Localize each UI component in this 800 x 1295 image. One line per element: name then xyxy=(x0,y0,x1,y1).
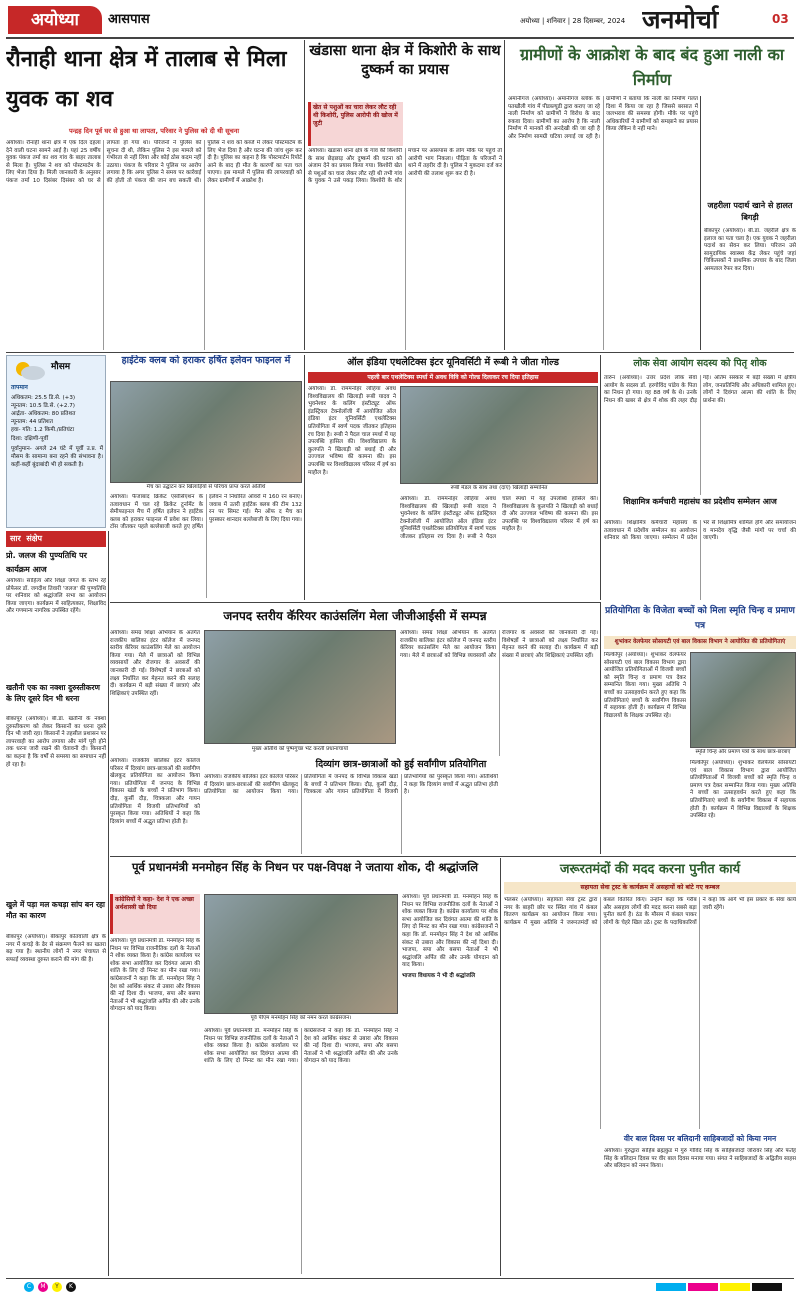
a11-caption: पूर्व पीएम मनमोहन सिंह को नमन करते कांग्रेसजन। xyxy=(250,1015,352,1021)
a11-headline: पूर्व प्रधानमंत्री मनमोहन सिंह के निधन पर पक्ष-विपक्ष ने जताया शोक, दी श्रद्धांजलि xyxy=(132,860,478,874)
a10-body: मिल्कीपुर (अयोध्या)। शुभांकर वेलफेयर सोसायटी एवं बाल विकास विभाग द्वारा आयोजित प्रतियोगिताओं में विजयी बच्चों को स्मृति चिन्ह व प्रमाण पत्र देकर सम्मानित किया गया। मुख्य अतिथि ने बच्चों का उत्साहवर्धन करते हुए कहा कि प्रतियोगिताएं बच्चों के सर्वांगीण विकास में सहायक होती हैं। कार्यक्रम में विभिन्न विद्यालयों के शिक्षक उपस्थित रहे। xyxy=(604,652,686,719)
a3-sub-body: बीकापुर (अयोध्या)। बी.डा. जहरीले क्षेत्र के इलाज का पता चला है। एक युवक ने जहरीला पदार्थ का सेवन कर लिया। परिजन उसे सामुदायिक स्वास्थ्य केंद्र लेकर पहुंचे जहां चिकित्सकों ने प्राथमिक उपचार के बाद जिला अस्पताल रेफर कर दिया। xyxy=(704,228,796,272)
a12-subhead: सहायता सेवा ट्रस्ट के कार्यक्रम में असहायों को बांटे गए कम्बल xyxy=(504,882,796,894)
a5-caption: रूबी मेडल के साथ तथा (दाएं) खिलाड़ी सम्मानित xyxy=(450,485,548,491)
a11-body-left: अयोध्या। पूर्व प्रधानमंत्री डॉ. मनमोहन सिंह के निधन पर विभिन्न राजनीतिक दलों के नेताओं ने शोक व्यक्त किया है। कांग्रेस कार्यालय पर शोक सभा आयोजित कर दिवंगत आत्मा की शांति के लिए दो मिनट का मौन रखा गया। कांग्रेसजनों ने कहा कि डॉ. मनमोहन सिंह ने देश को आर्थिक संकट से उबारा और विकास की नई दिशा दी। भाजपा, सपा और बसपा नेताओं ने भी श्रद्धांजलि अर्पित की और उनके योगदान को याद किया। xyxy=(110,938,200,1013)
print-marks xyxy=(6,1281,794,1293)
yellow-mark: Y xyxy=(52,1282,62,1292)
a3-headline: ग्रामीणों के आक्रोश के बाद बंद हुआ नाली का निर्माण xyxy=(519,45,785,89)
a9-headline: दिव्यांग छात्र-छात्राओं को हुई सर्वांगीण प्रतियोगिता xyxy=(315,759,487,770)
dateline: अयोध्या | शनिवार | 28 दिसम्बर, 2024 xyxy=(520,17,626,25)
weather-forecast: पूर्वानुमान- अगले 24 घंटे में पूर्वी उ.प्र. में मौसम के सामान्य बना रहने की संभावना है। कहीं-कहीं बूंदाबांदी भी हो सकती है। xyxy=(11,445,103,468)
weather-title: मौसम xyxy=(51,362,71,372)
a10-photo xyxy=(690,652,796,748)
magenta-mark: M xyxy=(38,1282,48,1292)
a1-body: अयोध्या। रौनाही थाना क्षेत्र में एक दिल दहला देने वाली घटना सामने आई है। यहां 25 वर्षीय युवक पंकज तर्मा का शव गांव के बाहर तालाब से मिला है। पुलिस ने शव को पोस्टमार्टम के लिए भेजा दिया है। मिली जानकारी के अनुसार पंकज तर्मा 10 दिसंबर दिसंबर को घर से लापता हो गया था। परिजनों ने पुलिस को सूचना दी थी, लेकिन पुलिस ने इस मामले को गंभीरता से नहीं लिया और कोई ठोस कदम नहीं उठाया। पंकज के परिवार ने पुलिस पर आरोप लगाया है कि अगर पुलिस ने समय पर कार्रवाई की होती तो पंकज की जान बच सकती थी। पुलिस ने शव को कब्जे में लेकर पोस्टमार्टम के लिए भेज दिया है और घटना की जांच शुरू कर दी है। पुलिस का कहना है कि पोस्टमार्टम रिपोर्ट आने के बाद ही मौत के कारणों का पता चल पाएगा। इस मामले में पुलिस की लापरवाही को लेकर ग्रामीणों में आक्रोश है। xyxy=(6,140,302,184)
a10-subhead: शुभांकर वेलफेयर सोसायटी एवं बाल विकास विभाग ने आयोजित की प्रतियोगिताएं xyxy=(604,636,796,649)
a4-photo xyxy=(110,381,302,483)
a11-photo xyxy=(204,894,398,1014)
a12-body: भेलसर (अयोध्या)। सहायता सेवा ट्रस्ट द्वारा नगर के बाहरी छोर पर स्थित गांव में कंबल वितरण कार्यक्रम का आयोजन किया गया। कार्यक्रम में मुख्य अतिथि ने जरूरतमंदों को कंबल वितरित किए। उन्होंने कहा कि गरीब और असहाय लोगों की मदद करना सबसे बड़ा पुनीत कार्य है। ठंड के मौसम में कंबल पाकर लोगों के चेहरे खिल उठे। ट्रस्ट के पदाधिकारियों ने कहा कि आगे भी इस प्रकार के सेवा कार्य जारी रहेंगे। xyxy=(504,897,796,926)
a2-headline: खंडासा थाना क्षेत्र में किशोरी के साथ दुष्कर्म का प्रयास xyxy=(309,43,501,78)
weather-label: तापमान xyxy=(11,384,28,391)
a12-sub-body: अयोध्या। गुरुद्वारा साहिब ब्रह्मकुंड में गुरु गोविंद सिंह के साहिबजादों जोरावर सिंह और फतेह सिंह के बलिदान दिवस पर वीर बाल दिवस मनाया गया। संगत ने साहिबजादों के अद्वितीय साहस और बलिदान को नमन किया। xyxy=(604,1148,796,1170)
a4-caption: मैच का उद्घाटन कर खिलाड़ियों से परिचय प्राप्त करते अतिथि xyxy=(146,484,266,490)
a9-body: अयोध्या। राजकीय बालिका इंटर कॉलेज परिसर में दिव्यांग छात्र-छात्राओं की सर्वांगीण खेलकूद प्रतियोगिता का आयोजन किया गया। प्रतियोगिता में जनपद के विभिन्न विकास खंडों के बच्चों ने प्रतिभाग किया। दौड़, कुर्सी दौड़, चित्रकला और गायन प्रतियोगिता में विजयी प्रतिभागियों को पुरस्कृत किया गया। अतिथियों ने कहा कि दिव्यांग बच्चों में अद्भुत प्रतिभा होती है। xyxy=(204,774,498,796)
a12-headline: जरूरतमंदों की मदद करना पुनीत कार्य xyxy=(559,862,741,877)
page-number: 03 xyxy=(772,12,789,26)
sidebar-s1-headline: प्रो. जलज की पुण्यतिथि पर कार्यक्रम आज xyxy=(6,551,87,574)
a5-subhead: पहली बार एथलेटिक्स स्पर्धा में अवध विवि को गोल्ड दिलाकर रच दिया इतिहास xyxy=(308,372,598,383)
weather-row: आर्द्रता- अधिकतम: 80 प्रतिशत xyxy=(11,411,76,418)
a5-body-col2: अयोध्या। डॉ. राममनोहर लोहिया अवध विश्वविद्यालय की खिलाड़ी रूबी यादव ने भुवनेश्वर के कलिंग इंस्टीट्यूट ऑफ इंडस्ट्रियल टेक्नोलॉजी में आयोजित ऑल इंडिया इंटर यूनिवर्सिटी एथलेटिक्स प्रतियोगिता में स्वर्ण पदक जीतकर इतिहास रच दिया है। रूबी ने पैदल चाल स्पर्धा में यह उपलब्धि हासिल की। विश्वविद्यालय के कुलपति ने खिलाड़ी को बधाई दी और उज्ज्वल भविष्य की कामना की। इस उपलब्धि पर विश्वविद्यालय परिसर में हर्ष का माहौल है। xyxy=(400,496,598,540)
a6-sub-body: अयोध्या। शिक्षामित्र कर्मचारी महासंघ के तत्वावधान में प्रदेशीय सम्मेलन का आयोजन शनिवार को किया जाएगा। सम्मेलन में प्रदेश भर से शिक्षामित्र शामिल होंगे और समायोजन व मानदेय वृद्धि जैसी मांगों पर चर्चा की जाएगी। xyxy=(604,520,796,542)
section-label: अयोध्या xyxy=(31,10,79,30)
subsection-label: आसपास xyxy=(108,12,150,27)
a4-body: अयोध्या। फैजाबाद क्रिकेट एसोसिएशन के तत्वावधान में चल रहे क्रिकेट टूर्नामेंट के सेमीफाइनल मैच में हर्षित इलेवन ने हाईटेक क्लब को हराकर फाइनल में प्रवेश कर लिया। टॉस जीतकर पहले बल्लेबाजी करते हुए हर्षित इलेवन ने निर्धारित ओवरों में 160 रन बनाए। जवाब में उतरी हाईटेक क्लब की टीम 132 रन पर सिमट गई। मैन ऑफ द मैच का पुरस्कार शानदार बल्लेबाजी के लिए दिया गया। xyxy=(110,494,302,531)
a8-photo xyxy=(204,630,396,744)
black-mark: K xyxy=(66,1282,76,1292)
paper-logo: जनमोर्चा xyxy=(642,5,719,34)
weather-box xyxy=(6,355,106,528)
weather-row: न्यूनतम: 10.5 डि.से. (+2.7) xyxy=(11,403,75,410)
a1-subhead: पन्द्रह दिन पूर्व घर से हुआ था लापता, परिवार ने पुलिस को दी थी सूचना xyxy=(68,127,240,135)
sidebar-header: सार संक्षेप xyxy=(6,531,106,547)
weather-icon xyxy=(11,359,47,381)
cyan-mark: C xyxy=(24,1282,34,1292)
a5-photo xyxy=(400,386,598,484)
a9-body-left: अयोध्या। राजकीय बालिका इंटर कॉलेज परिसर में दिव्यांग छात्र-छात्राओं की सर्वांगीण खेलकूद प्रतियोगिता का आयोजन किया गया। प्रतियोगिता में जनपद के विभिन्न विकास खंडों के बच्चों ने प्रतिभाग किया। दौड़, कुर्सी दौड़, चित्रकला और गायन प्रतियोगिता में विजयी प्रतिभागियों को पुरस्कृत किया गया। अतिथियों ने कहा कि दिव्यांग बच्चों में अद्भुत प्रतिभा होती है। xyxy=(110,758,200,825)
a11-body: अयोध्या। पूर्व प्रधानमंत्री डॉ. मनमोहन सिंह के निधन पर विभिन्न राजनीतिक दलों के नेताओं ने शोक व्यक्त किया है। कांग्रेस कार्यालय पर शोक सभा आयोजित कर दिवंगत आत्मा की शांति के लिए दो मिनट का मौन रखा गया। कांग्रेसजनों ने कहा कि डॉ. मनमोहन सिंह ने देश को आर्थिक संकट से उबारा और विकास की नई दिशा दी। भाजपा, सपा और बसपा नेताओं ने भी श्रद्धांजलि अर्पित की और उनके योगदान को याद किया। xyxy=(204,1028,398,1065)
black-block xyxy=(752,1283,782,1291)
a11-body-right: अयोध्या। पूर्व प्रधानमंत्री डॉ. मनमोहन सिंह के निधन पर विभिन्न राजनीतिक दलों के नेताओं ने शोक व्यक्त किया है। कांग्रेस कार्यालय पर शोक सभा आयोजित कर दिवंगत आत्मा की शांति के लिए दो मिनट का मौन रखा गया। कांग्रेसजनों ने कहा कि डॉ. मनमोहन सिंह ने देश को आर्थिक संकट से उबारा और विकास की नई दिशा दी। भाजपा, सपा और बसपा नेताओं ने भी श्रद्धांजलि अर्पित की और उनके योगदान को याद किया। भाजपा विधायक ने भी दी श्रद्धांजलि xyxy=(402,894,498,979)
a5-body-col1: अयोध्या। डॉ. राममनोहर लोहिया अवध विश्वविद्यालय की खिलाड़ी रूबी यादव ने भुवनेश्वर के कलिंग इंस्टीट्यूट ऑफ इंडस्ट्रियल टेक्नोलॉजी में आयोजित ऑल इंडिया इंटर यूनिवर्सिटी एथलेटिक्स प्रतियोगिता में स्वर्ण पदक जीतकर इतिहास रच दिया है। रूबी ने पैदल चाल स्पर्धा में यह उपलब्धि हासिल की। विश्वविद्यालय के कुलपति ने खिलाड़ी को बधाई दी और उज्ज्वल भविष्य की कामना की। इस उपलब्धि पर विश्वविद्यालय परिसर में हर्ष का माहौल है। xyxy=(308,386,396,476)
sidebar-s3-body: बीकापुर (अयोध्या)। बीकापुर कोतवाली क्षेत्र के नगर में कचड़े के ढेर से संक्रमण फैलने का खतरा बढ़ गया है। स्थानीय लोगों ने नगर पंचायत से सफाई व्यवस्था दुरुस्त कराने की मांग की है। xyxy=(6,934,106,963)
a5-headline: ऑल इंडिया एथलेटिक्स इंटर यूनिवर्सिटी में रूबी ने जीता गोल्ड xyxy=(347,357,559,368)
a6-headline: लोक सेवा आयोग सदस्य को पितृ शोक xyxy=(633,358,767,369)
a12-sub-headline: वीर बाल दिवस पर बलिदानी साहिबजादों को किया नमन xyxy=(623,1134,777,1143)
a8-caption: मुख्य अतिथि को पुष्पगुच्छ भेंट करती प्रधानाचार्या xyxy=(251,746,349,752)
a6-body: तारुन (अयोध्या)। उत्तर प्रदेश लोक सेवा आयोग के सदस्य डॉ. हरगोविंद पांडेय के पिता का निधन हो गया। वह 88 वर्ष के थे। उनके निधन की खबर से क्षेत्र में शोक की लहर दौड़ गई। अंतिम संस्कार में बड़ी संख्या में क्षेत्रीय लोग, जनप्रतिनिधि और अधिकारी शामिल हुए। लोगों ने दिवंगत आत्मा की शांति के लिए प्रार्थना की। xyxy=(604,375,796,404)
a10-caption: स्मृति चिन्ह और प्रमाण पत्रों के साथ छात्र-छात्राएं xyxy=(695,749,791,755)
yellow-block xyxy=(720,1283,750,1291)
a6-sub-headline: शिक्षामित्र कर्मचारी महासंघ का प्रदेशीय सम्मेलन आज xyxy=(623,497,777,506)
a3-sub-headline: जहरीला पदार्थ खाने से हालत बिगड़ी xyxy=(707,201,793,222)
weather-row: दिशा: दक्षिणी-पूर्वी xyxy=(11,435,49,442)
a8-body-right: अयोध्या। समग्र शिक्षा अभियान के अंतर्गत राजकीय बालिका इंटर कॉलेज में जनपद स्तरीय कॅरियर काउंसलिंग मेले का आयोजन किया गया। मेले में छात्राओं को विभिन्न व्यवसायों और रोजगार के अवसरों की जानकारी दी गई। विशेषज्ञों ने छात्राओं को लक्ष्य निर्धारित कर मेहनत करने की सलाह दी। कार्यक्रम में बड़ी संख्या में छात्राएं और शिक्षिकाएं उपस्थित रहीं। xyxy=(400,630,598,659)
a11-highlight: कांग्रेसियों ने कहा- देश ने एक अच्छा अर्थशास्त्री खो दिया xyxy=(110,894,200,934)
magenta-block xyxy=(688,1283,718,1291)
sidebar-s3-headline: खुले में पड़ा मल कचड़ा सांप बन रहा मौत का कारण xyxy=(6,900,105,920)
a10-headline: प्रतियोगिता के विजेता बच्चों को मिला स्मृति चिन्ह व प्रमाण पत्र xyxy=(605,606,795,631)
a2-highlight: खेत से पशुओं का चारा लेकर लौट रही थी किशोरी, पुलिस आरोपी की खोज में जुटी xyxy=(308,102,403,146)
sidebar-s2-headline: खतौनी एक का नक्शा दुरुस्तीकरण के लिए दूसरे दिन भी धरना xyxy=(6,683,100,703)
a8-body: अयोध्या। समग्र शिक्षा अभियान के अंतर्गत राजकीय बालिका इंटर कॉलेज में जनपद स्तरीय कॅरियर काउंसलिंग मेले का आयोजन किया गया। मेले में छात्राओं को विभिन्न व्यवसायों और रोजगार के अवसरों की जानकारी दी गई। विशेषज्ञों ने छात्राओं को लक्ष्य निर्धारित कर मेहनत करने की सलाह दी। कार्यक्रम में बड़ी संख्या में छात्राएं और शिक्षिकाएं उपस्थित रहीं। xyxy=(110,630,200,697)
a11-bold-lead: भाजपा विधायक ने भी दी श्रद्धांजलि xyxy=(402,972,476,979)
a8-headline: जनपद स्तरीय कॅरियर काउंसलिंग मेला जीजीआईसी में सम्पन्न xyxy=(223,609,487,623)
a1-headline: रौनाही थाना क्षेत्र में तालाब से मिला युवक का शव xyxy=(6,47,287,112)
a2-body: अयोध्या। खंडासा थाना क्षेत्र के गांव की किशोरी के साथ छेड़छाड़ और दुष्कर्म की घटना को अंजाम देने का प्रयास किया गया। किशोरी खेत से पशुओं का चारा लेकर लौट रही थी तभी गांव के युवक ने उसे पकड़ लिया। किशोरी के शोर मचाने पर आसपास के लोग मौके पर पहुंचे तो आरोपी भाग निकला। पीड़िता के परिजनों ने थाने में तहरीर दी है। पुलिस ने मुकदमा दर्ज कर आरोपी की तलाश शुरू कर दी है। xyxy=(308,148,502,185)
weather-row: हवा- गति: 1.2 किमी./प्रतिघंटा xyxy=(11,427,75,434)
section-tab xyxy=(8,6,102,34)
cyan-block xyxy=(656,1283,686,1291)
a4-headline: हाईटेक क्लब को हराकर हर्षित इलेवन फाइनल में xyxy=(121,355,291,366)
weather-row: न्यूनतम: 44 प्रतिशत xyxy=(11,419,53,426)
subsection-tab xyxy=(108,9,178,31)
a10-body-right: मिल्कीपुर (अयोध्या)। शुभांकर वेलफेयर सोसायटी एवं बाल विकास विभाग द्वारा आयोजित प्रतियोगिताओं में विजयी बच्चों को स्मृति चिन्ह व प्रमाण पत्र देकर सम्मानित किया गया। मुख्य अतिथि ने बच्चों का उत्साहवर्धन करते हुए कहा कि प्रतियोगिताएं बच्चों के सर्वांगीण विकास में सहायक होती हैं। कार्यक्रम में विभिन्न विद्यालयों के शिक्षक उपस्थित रहे। xyxy=(690,760,796,820)
sidebar-s2-body: बीकापुर (अयोध्या)। बी.डा. खतौनी के नक्शा दुरुस्तीकरण को लेकर किसानों का धरना दूसरे दिन भी जारी रहा। किसानों ने तहसील प्रशासन पर लापरवाही का आरोप लगाया और मांगें पूरी होने तक धरना जारी रखने की चेतावनी दी। किसानों का कहना है कि वर्षों से समस्या का समाधान नहीं हो रहा है। xyxy=(6,716,106,768)
sidebar-s1-body: अयोध्या। साहित्य और शिक्षा जगत के स्तंभ रहे प्रोफेसर डॉ. जगदीश तिवारी 'जलज' की पुण्यतिथि पर शनिवार को श्रद्धांजलि सभा का आयोजन किया जाएगा। कार्यक्रम में साहित्यकार, शिक्षाविद और गणमान्य नागरिक उपस्थित रहेंगे। xyxy=(6,578,106,615)
a3-body: अमानीगंज (अयोध्या)। अमानीगंज ब्लॉक के पतखौली गांव में पीडब्ल्यूडी द्वारा कराए जा रहे नाली निर्माण को ग्रामीणों ने विरोध के बाद रुकवा दिया। ग्रामीणों का आरोप है कि नाली निर्माण में मानकों की अनदेखी की जा रही है और निर्माण सामग्री घटिया लगाई जा रही है। ग्रामीणों ने बताया कि नाली का निर्माण गलत दिशा में किया जा रहा है जिससे बरसात में जलभराव की समस्या होगी। मौके पर पहुंचे अधिकारियों ने ग्रामीणों को समझाने का प्रयास किया लेकिन वे नहीं माने। xyxy=(508,96,698,140)
weather-row: अधिकतम: 25.5 डि.से. (+3) xyxy=(11,395,76,401)
